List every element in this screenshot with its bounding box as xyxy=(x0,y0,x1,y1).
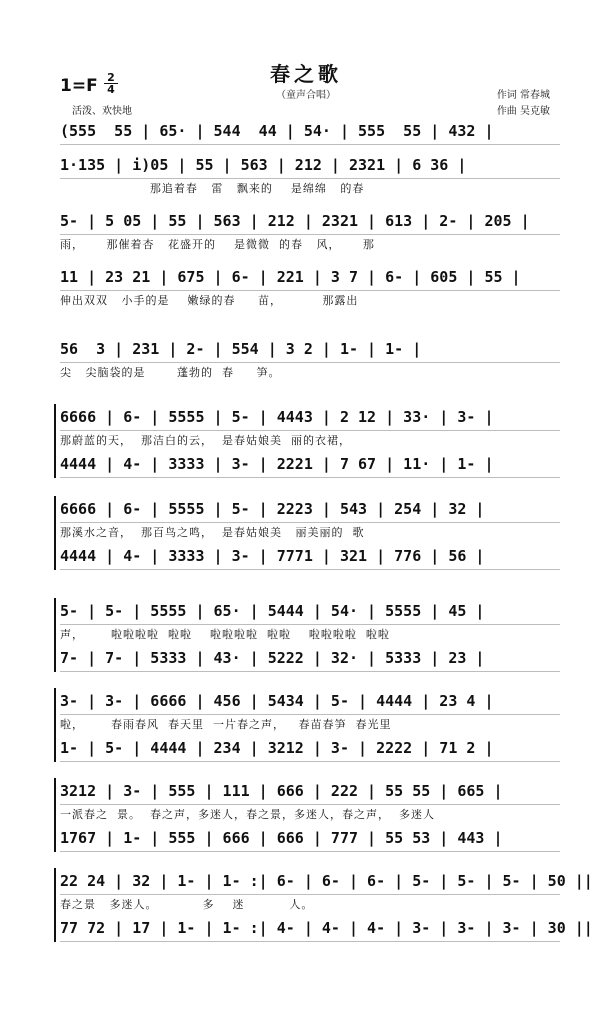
lyrics-line: 声， 啦啦啦啦 啦啦 啦啦啦啦 啦啦 啦啦啦啦 啦啦 xyxy=(60,628,390,641)
lyrics-line: 那追着春 雷 飘来的 是绵绵 的春 xyxy=(60,182,365,195)
lyrics-line: 雨， 那催着杏 花盛开的 是微微 的春 风， 那 xyxy=(60,238,375,251)
song-title: 春之歌 xyxy=(270,62,342,86)
lyrics-line: 那蔚蓝的天， 那洁白的云， 是春姑娘美 丽的衣裙， xyxy=(60,434,351,447)
song-subtitle: （童声合唱） xyxy=(276,90,336,101)
score-system-7 xyxy=(60,496,560,570)
notation-line-upper: 3- | 3- | 6666 | 456 | 5434 | 5- | 4444 | 23 4 | xyxy=(60,688,560,715)
score-system-10 xyxy=(60,778,560,852)
lyrics-line: 春之景 多迷人。 多 迷 人。 xyxy=(60,898,314,911)
notation-line: (555 55 | 65· | 544 44 | 54· | 555 55 | 432 | xyxy=(60,118,560,145)
sheet-music-page xyxy=(36,38,593,986)
lyrics-line: 那溪水之音， 那百鸟之鸣， 是春姑娘美 丽美丽的 歌 xyxy=(60,526,365,539)
notation-line-upper: 3212 | 3- | 555 | 111 | 666 | 222 | 55 55 | 665 | xyxy=(60,778,560,805)
part-brace xyxy=(54,778,56,852)
time-signature-top: 2 xyxy=(107,71,115,84)
lyrics-line: 伸出双双 小手的是 嫩绿的春 苗， 那露出 xyxy=(60,294,359,307)
notation-line-upper: 22 24 | 32 | 1- | 1- :| 6- | 6- | 6- | 5- | 5- | 5- | 50 || xyxy=(60,868,560,895)
score-system-8 xyxy=(60,598,560,672)
notation-line-lower: 4444 | 4- | 3333 | 3- | 2221 | 7 67 | 11· | 1- | xyxy=(60,451,560,478)
lyrics-line: 尖 尖脑袋的是 蓬勃的 春 笋。 xyxy=(60,366,281,379)
key-signature: 1=F xyxy=(60,76,98,96)
composer-credit: 作曲 吴克敏 xyxy=(496,106,550,117)
part-brace xyxy=(54,496,56,570)
notation-line: 5- | 5 05 | 55 | 563 | 212 | 2321 | 613 | 2- | 205 | xyxy=(60,208,560,235)
notation-line: 11 | 23 21 | 675 | 6- | 221 | 3 7 | 6- | 605 | 55 | xyxy=(60,264,560,291)
score-system-11 xyxy=(60,868,593,942)
notation-line: 56 3 | 231 | 2- | 554 | 3 2 | 1- | 1- | xyxy=(60,336,560,363)
score-system-3 xyxy=(60,208,560,255)
time-signature-bottom: 4 xyxy=(107,83,115,96)
notation-line-lower: 1767 | 1- | 555 | 666 | 666 | 777 | 55 53 | 443 | xyxy=(60,825,560,852)
score-system-1 xyxy=(60,118,560,145)
part-brace xyxy=(54,598,56,672)
lyrics-line: 啦， 春雨春风 春天里 一片春之声， 春苗春笋 春光里 xyxy=(60,718,392,731)
part-brace xyxy=(54,868,56,942)
lyricist-credit: 作词 常春城 xyxy=(496,90,550,101)
notation-line-upper: 6666 | 6- | 5555 | 5- | 4443 | 2 12 | 33· | 3- | xyxy=(60,404,560,431)
tempo-marking: 活泼、欢快地 xyxy=(72,106,132,117)
part-brace xyxy=(54,688,56,762)
notation-line-upper: 5- | 5- | 5555 | 65· | 5444 | 54· | 5555 | 45 | xyxy=(60,598,560,625)
score-system-5 xyxy=(60,336,560,383)
part-brace xyxy=(54,404,56,478)
score-system-2 xyxy=(60,152,560,199)
lyrics-line: 一派春之 景。 春之声，多迷人，春之景，多迷人，春之声， 多迷人 xyxy=(60,808,435,821)
notation-line-lower: 1- | 5- | 4444 | 234 | 3212 | 3- | 2222 | 71 2 | xyxy=(60,735,560,762)
score-system-4 xyxy=(60,264,560,311)
score-system-6 xyxy=(60,404,560,478)
notation-line-lower: 7- | 7- | 5333 | 43· | 5222 | 32· | 5333 | 23 | xyxy=(60,645,560,672)
time-signature xyxy=(104,72,118,95)
notation-line-upper: 6666 | 6- | 5555 | 5- | 2223 | 543 | 254 | 32 | xyxy=(60,496,560,523)
score-system-9 xyxy=(60,688,560,762)
notation-line: 1·135 | i)05 | 55 | 563 | 212 | 2321 | 6 36 | xyxy=(60,152,560,179)
notation-line-lower: 77 72 | 17 | 1- | 1- :| 4- | 4- | 4- | 3- | 3- | 3- | 30 || xyxy=(60,915,560,942)
notation-line-lower: 4444 | 4- | 3333 | 3- | 7771 | 321 | 776 | 56 | xyxy=(60,543,560,570)
